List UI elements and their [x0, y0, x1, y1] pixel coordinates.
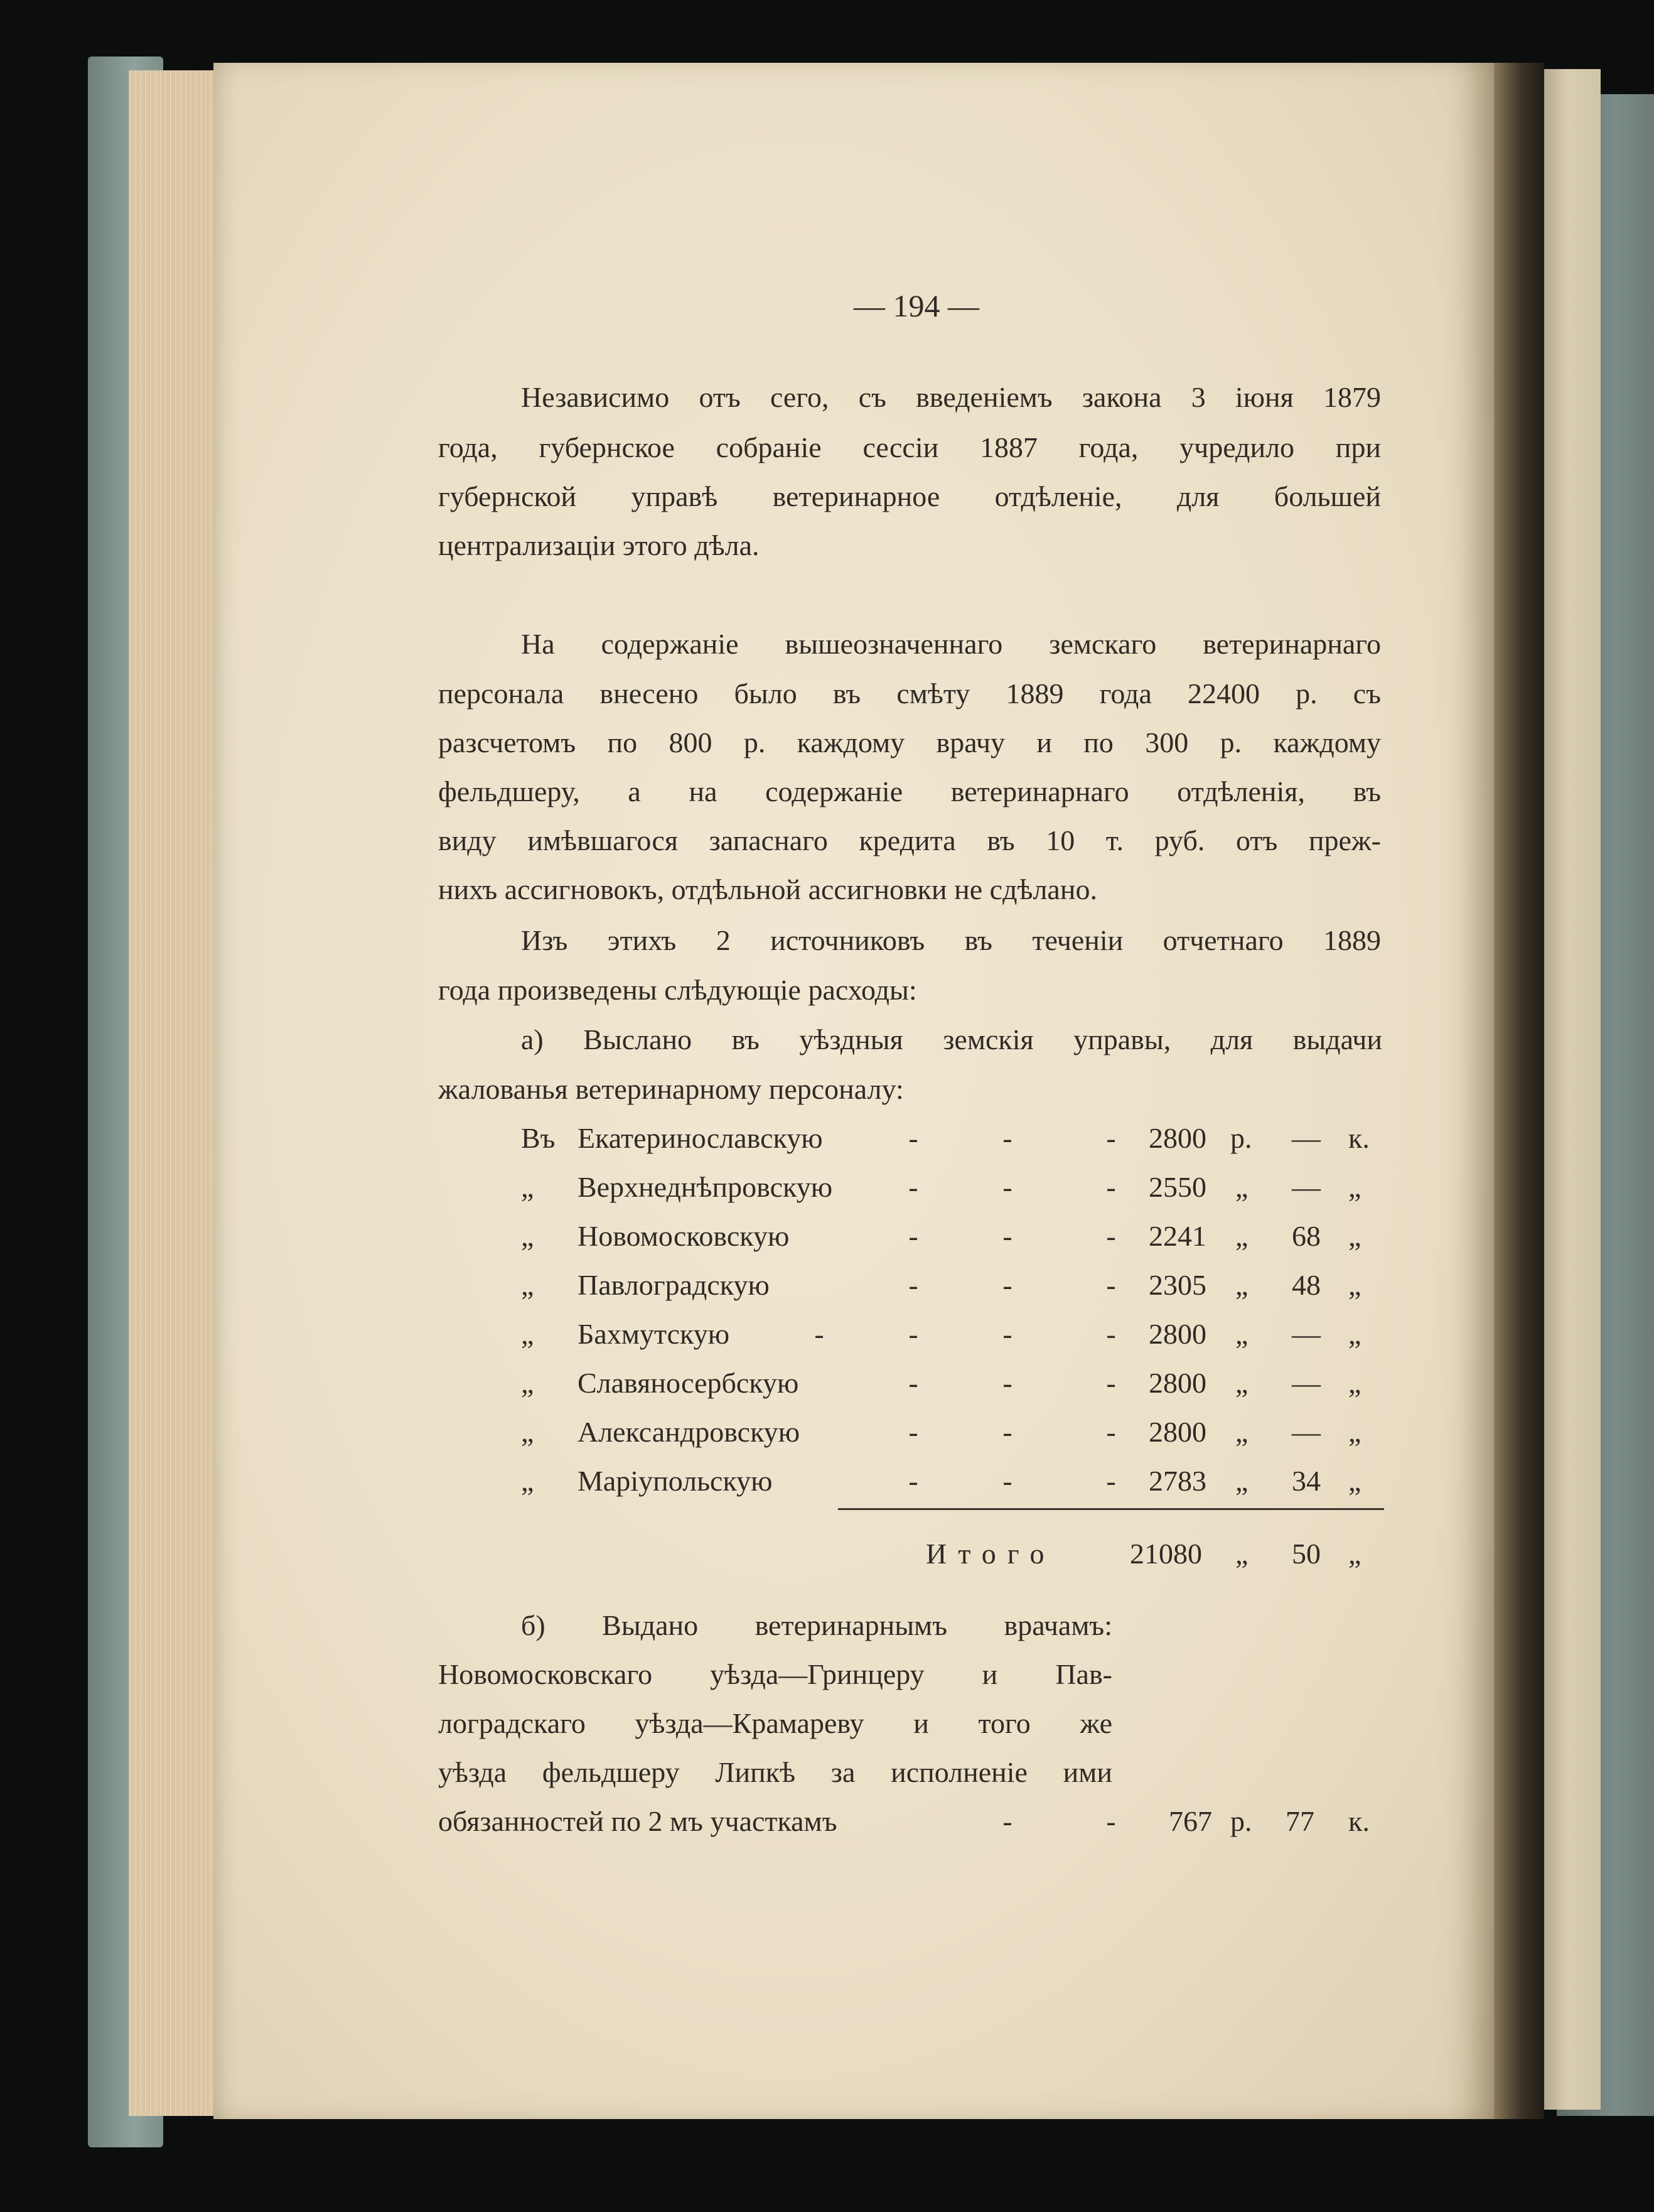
rubles-value: 2800 — [1149, 1367, 1206, 1399]
kopecks-value: — — [1292, 1122, 1321, 1154]
leader-dot: - — [1002, 1318, 1012, 1350]
text-line: На содержаніе вышеозначеннаго земскаго ветеринарнаго — [521, 628, 1381, 660]
rubles-value: 2800 — [1149, 1416, 1206, 1448]
text-line: нихъ ассигновокъ, отдѣльной ассигновки не сдѣлано. — [438, 873, 1097, 905]
text-line: жалованья ветеринарному персоналу: — [438, 1073, 904, 1105]
leader-dot: - — [1106, 1318, 1116, 1350]
kopecks-unit: „ — [1348, 1318, 1361, 1350]
leader-dot: - — [1002, 1805, 1012, 1837]
row-prefix: „ — [521, 1220, 534, 1252]
rubles-unit: „ — [1235, 1318, 1249, 1350]
leader-dot: - — [1002, 1416, 1012, 1448]
kopecks-value: — — [1292, 1171, 1321, 1203]
rubles-value: 2550 — [1149, 1171, 1206, 1203]
text-line: года произведены слѣдующіе расходы: — [438, 974, 917, 1006]
rubles-value: 2800 — [1149, 1122, 1206, 1154]
leader-dot: - — [1106, 1269, 1116, 1301]
text-line: фельдшеру, а на содержаніе ветеринарнаго отдѣленія, въ — [438, 775, 1381, 807]
row-prefix: „ — [521, 1367, 534, 1399]
leader-dot: - — [1002, 1269, 1012, 1301]
district-name: Верхнеднѣпровскую — [577, 1171, 833, 1203]
leader-dot: - — [908, 1318, 918, 1350]
text-line: Новомосковскаго уѣзда—Гринцеру и Пав- — [438, 1658, 1112, 1690]
leader-dot: - — [1002, 1220, 1012, 1252]
kopecks-value: 48 — [1292, 1269, 1321, 1301]
rubles-value: 2783 — [1149, 1465, 1206, 1497]
text-line: б) Выдано ветеринарнымъ врачамъ: — [521, 1609, 1112, 1641]
text-line: а) Выслано въ уѣздныя земскія управы, для выдачи — [521, 1023, 1382, 1055]
kopecks-unit: „ — [1348, 1220, 1361, 1252]
kopecks-value: 68 — [1292, 1220, 1321, 1252]
kopecks-value: — — [1292, 1367, 1321, 1399]
row-prefix: „ — [521, 1269, 534, 1301]
leader-dot: - — [1002, 1122, 1012, 1154]
rubles-value: 2305 — [1149, 1269, 1206, 1301]
district-name: Маріупольскую — [577, 1465, 773, 1497]
text-line: Изъ этихъ 2 источниковъ въ теченіи отчетнаго 1889 — [521, 924, 1381, 956]
total-kopecks-unit: „ — [1348, 1538, 1361, 1570]
leader-dot: - — [1106, 1416, 1116, 1448]
text-line: разсчетомъ по 800 р. каждому врачу и по 300 р. каждому — [438, 726, 1381, 758]
text-line: обязанностей по 2 мъ участкамъ — [438, 1805, 837, 1837]
leader-dot: - — [814, 1318, 824, 1350]
rubles-unit: „ — [1235, 1269, 1249, 1301]
text-line: лоградскаго уѣзда—Крамареву и того же — [438, 1707, 1112, 1739]
rubles-unit: р. — [1230, 1122, 1252, 1154]
district-name: Павлоградскую — [577, 1269, 770, 1301]
total-rule — [838, 1508, 1384, 1510]
text-line: губернской управѣ ветеринарное отдѣленіе, для большей — [438, 480, 1381, 512]
leader-dot: - — [908, 1220, 918, 1252]
leader-dot: - — [1106, 1220, 1116, 1252]
row-prefix: „ — [521, 1465, 534, 1497]
rubles-value: 2241 — [1149, 1220, 1206, 1252]
row-prefix: „ — [521, 1171, 534, 1203]
leader-dot: - — [1106, 1171, 1116, 1203]
rubles-unit: „ — [1235, 1367, 1249, 1399]
total-label: Итого — [926, 1538, 1056, 1570]
district-name: Екатеринославскую — [577, 1122, 823, 1154]
leader-dot: - — [1106, 1122, 1116, 1154]
row-prefix: Въ — [521, 1122, 556, 1154]
kopecks-unit: к. — [1348, 1122, 1370, 1154]
amount-rubles-unit: р. — [1230, 1805, 1252, 1837]
leader-dot: - — [908, 1465, 918, 1497]
district-name: Александровскую — [577, 1416, 800, 1448]
kopecks-unit: „ — [1348, 1269, 1361, 1301]
kopecks-value: — — [1292, 1318, 1321, 1350]
leader-dot: - — [1106, 1465, 1116, 1497]
leader-dot: - — [908, 1367, 918, 1399]
text-line: централизаціи этого дѣла. — [438, 529, 760, 561]
leader-dot: - — [1106, 1805, 1116, 1837]
book-gutter — [1494, 63, 1544, 2119]
kopecks-unit: „ — [1348, 1465, 1361, 1497]
leader-dot: - — [1002, 1171, 1012, 1203]
text-line: виду имѣвшагося запаснаго кредита въ 10 т. руб. отъ преж- — [438, 824, 1381, 856]
kopecks-value: — — [1292, 1416, 1321, 1448]
rubles-unit: „ — [1235, 1416, 1249, 1448]
rubles-unit: „ — [1235, 1465, 1249, 1497]
leader-dot: - — [1002, 1367, 1012, 1399]
amount-rubles: 767 — [1169, 1805, 1212, 1837]
rubles-value: 2800 — [1149, 1318, 1206, 1350]
amount-kopecks: 77 — [1286, 1805, 1314, 1837]
leader-dot: - — [908, 1416, 918, 1448]
district-name: Бахмутскую — [577, 1318, 730, 1350]
leader-dot: - — [908, 1171, 918, 1203]
row-prefix: „ — [521, 1416, 534, 1448]
text-line: уѣзда фельдшеру Липкѣ за исполненіе ими — [438, 1756, 1112, 1788]
leader-dot: - — [1002, 1465, 1012, 1497]
next-page-edge — [1544, 69, 1601, 2110]
page-number: — 194 — — [854, 288, 979, 323]
total-rubles: 21080 — [1130, 1538, 1202, 1570]
rubles-unit: „ — [1235, 1171, 1249, 1203]
total-rubles-unit: „ — [1235, 1538, 1249, 1570]
kopecks-unit: „ — [1348, 1367, 1361, 1399]
kopecks-unit: „ — [1348, 1171, 1361, 1203]
leader-dot: - — [908, 1269, 918, 1301]
leader-dot: - — [1106, 1367, 1116, 1399]
row-prefix: „ — [521, 1318, 534, 1350]
total-kopecks: 50 — [1292, 1538, 1321, 1570]
text-line: Независимо отъ сего, съ введеніемъ закона 3 іюня 1879 — [521, 381, 1381, 413]
leader-dot: - — [908, 1122, 918, 1154]
kopecks-unit: „ — [1348, 1416, 1361, 1448]
text-line: года, губернское собраніе сессіи 1887 года, учредило при — [438, 431, 1381, 463]
district-name: Новомосковскую — [577, 1220, 790, 1252]
amount-kopecks-unit: к. — [1348, 1805, 1370, 1837]
rubles-unit: „ — [1235, 1220, 1249, 1252]
kopecks-value: 34 — [1292, 1465, 1321, 1497]
district-name: Славяносербскую — [577, 1367, 799, 1399]
text-line: персонала внесено было въ смѣту 1889 года 22400 р. съ — [438, 677, 1381, 709]
